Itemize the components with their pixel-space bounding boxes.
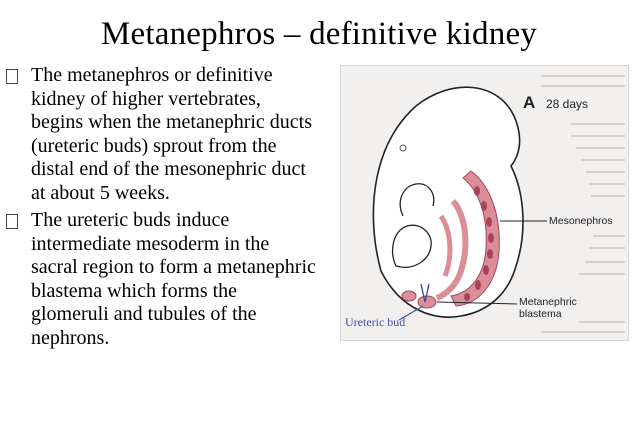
blastema-label-line1: Metanephric (519, 296, 577, 308)
embryo-outline (373, 87, 523, 317)
metanephric-blastema-label (519, 296, 599, 320)
bullet-item (6, 64, 318, 205)
bullet-square-icon (6, 69, 18, 84)
mesonephros-label: Mesonephros (549, 215, 613, 227)
bullet-list (6, 64, 318, 354)
bullet-text: The ureteric buds induce intermediate mesoderm in the sacral region to form a metanephric blastema which forms the glomeruli and tubules of the nephrons. (31, 209, 316, 349)
blastema-label-line2: blastema (519, 308, 562, 320)
slide-title: Metanephros – definitive kidney (100, 16, 537, 52)
bullet-square-icon (6, 214, 18, 229)
background-text-lines (541, 76, 625, 332)
bullet-text: The metanephros or definitive kidney of higher vertebrates, begins when the metanephric ducts (ureteric buds) sprout from the distal end of the mesonephric duct at about 5 weeks. (31, 64, 313, 204)
panel-letter: A (523, 93, 536, 112)
metanephric-blastema (418, 296, 436, 308)
bullet-item (6, 209, 318, 350)
ureteric-bud-label: Ureteric bud (345, 315, 406, 329)
embryo-figure (340, 65, 629, 341)
stage-label: 28 days (546, 97, 589, 111)
